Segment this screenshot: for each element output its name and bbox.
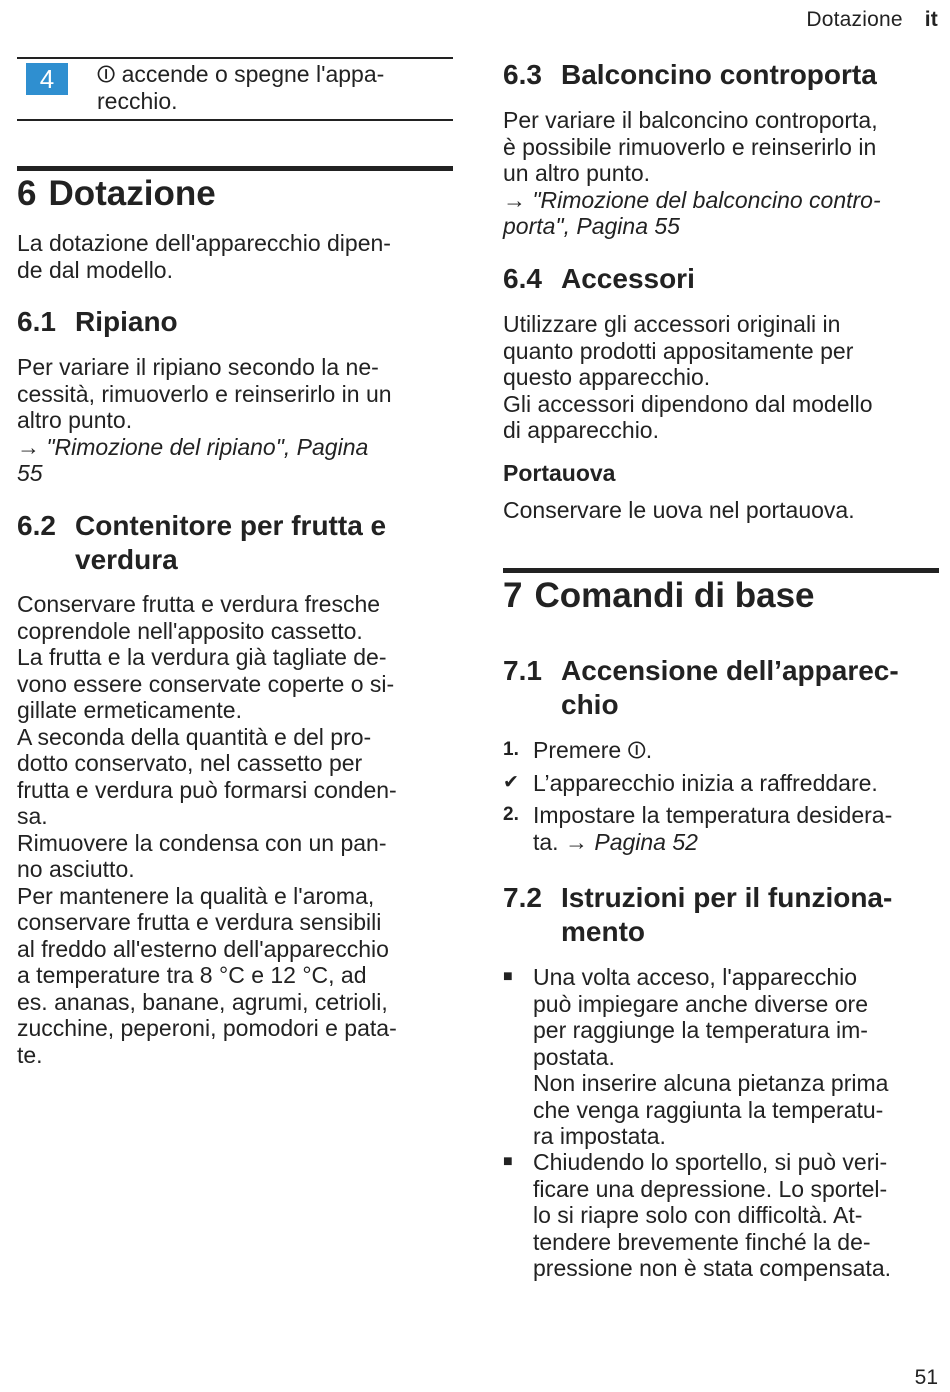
text-line: postata. [533, 1043, 615, 1070]
bullet-item-2 [503, 1149, 939, 1282]
text-line: Gli accessori dipendono dal modello [503, 390, 873, 417]
text-line: A seconda della quantità e del pro- [17, 723, 372, 750]
portauova-subheading: Portauova [503, 460, 616, 486]
key-text-line1: accende o spegne l'appa- [115, 61, 385, 87]
text-line: Per variare il ripiano secondo la ne- [17, 354, 379, 380]
step-number: 1. [503, 739, 519, 760]
text-line: può impiegare anche diverse ore [533, 990, 868, 1017]
checkmark-icon: ✔ [503, 772, 519, 793]
cross-reference-link[interactable]: porta", Pagina 55 [503, 213, 680, 239]
section-title [503, 881, 939, 949]
section-6-intro [17, 230, 453, 283]
section-7-heading [503, 576, 815, 616]
step-text-line1: Impostare la temperatura desidera- [533, 802, 893, 828]
text-line: frutta e verdura può formarsi conden- [17, 776, 397, 803]
key-text-line2: recchio. [97, 87, 178, 114]
page-number: 51 [914, 1366, 938, 1389]
section-6-1-heading [17, 305, 453, 339]
section-title-line2: mento [561, 916, 645, 947]
text-line: vono essere conservate coperte o si- [17, 670, 395, 697]
step-text-line2: ta. → [533, 828, 595, 855]
section-6-4-heading [503, 262, 939, 296]
cross-reference-link[interactable]: → "Rimozione del balconcino contro- [503, 186, 881, 213]
text-line: a temperature tra 8 °C e 12 °C, ad [17, 962, 367, 988]
section-title: Balconcino controporta [561, 59, 877, 90]
section-title-line2: chio [561, 689, 619, 720]
text-line: per raggiunge la temperatura im- [533, 1017, 868, 1043]
text-line: de dal modello. [17, 256, 173, 283]
section-title [17, 509, 453, 577]
section-6-heading [17, 174, 216, 214]
step-text [503, 802, 939, 855]
section-title: Ripiano [75, 306, 178, 337]
text-line: dotto conservato, nel cassetto per [17, 750, 363, 776]
step-text-start: Premere [533, 737, 628, 763]
text-line: lo si riapre solo con difficoltà. At- [533, 1202, 863, 1228]
text-line: di apparecchio. [503, 417, 659, 443]
section-6-2-heading [17, 509, 453, 577]
text-line: Conservare le uova nel portauova. [503, 497, 855, 523]
section-number: 7 [503, 576, 523, 615]
text-line: Chiudendo lo sportello, si può veri- [533, 1149, 888, 1175]
section-6-3-heading [503, 58, 939, 92]
bullet-text [503, 964, 939, 1150]
text-line: zucchine, peperoni, pomodori e pata- [17, 1015, 397, 1041]
section-number: 6.4 [503, 263, 542, 294]
bullet-text [503, 1149, 939, 1282]
text-line: Utilizzare gli accessori originali in [503, 311, 841, 337]
text-line: pressione non è stata compensata. [533, 1255, 892, 1281]
text-line: Una volta acceso, l'apparecchio [533, 964, 858, 990]
bullet-item-1 [503, 964, 939, 1150]
section-number: 7.1 [503, 655, 542, 686]
step-1 [503, 737, 939, 764]
key-number-badge: 4 [26, 63, 68, 95]
text-line: Rimuovere la condensa con un pan- [17, 829, 387, 856]
text-line: che venga raggiunta la temperatu- [533, 1096, 884, 1123]
key-table-row [17, 58, 453, 120]
text-line: questo apparecchio. [503, 364, 711, 390]
text-line: La frutta e la verdura già tagliate de- [17, 644, 387, 670]
section-title-line1: Istruzioni per il funziona- [561, 882, 893, 913]
section-title: Comandi di base [534, 576, 815, 615]
text-line: quanto prodotti appositamente per [503, 337, 854, 364]
text-line: al freddo all'esterno dell'apparecchio [17, 935, 389, 962]
section-6-1-body [17, 354, 453, 487]
cross-reference-link[interactable]: 55 [17, 460, 43, 486]
step-number: 2. [503, 804, 519, 825]
step-2 [503, 802, 939, 855]
text-line: gillate ermeticamente. [17, 697, 242, 723]
section-7-1-heading [503, 654, 939, 722]
text-line: no asciutto. [17, 856, 135, 882]
text-line: ficare una depressione. Lo sportel- [533, 1175, 888, 1202]
section-6-2-body [17, 591, 453, 1068]
section-title-line1: Contenitore per frutta e [75, 510, 387, 541]
text-line: tendere brevemente finché la de- [533, 1228, 871, 1255]
text-line: Per mantenere la qualità e l'aroma, [17, 882, 375, 909]
section-6-rule [17, 166, 453, 171]
bullet-icon: ■ [503, 968, 513, 985]
text-line: sa. [17, 803, 48, 829]
section-6-3-body [503, 107, 939, 240]
text-line: cessità, rimuoverlo e reinserirlo in un [17, 380, 392, 407]
section-number: 6 [17, 174, 37, 213]
table-bottom-rule [17, 119, 453, 121]
text-line: La dotazione dell'apparecchio dipen- [17, 230, 391, 256]
section-7-2-heading [503, 881, 939, 949]
running-header [806, 8, 938, 32]
power-icon: ⏼ [627, 737, 646, 763]
text-line: è possibile rimuoverlo e reinserirlo in [503, 133, 877, 160]
result-text: L’apparecchio inizia a raffreddare. [533, 770, 878, 796]
text-line: un altro punto. [503, 160, 651, 186]
section-6-4-body [503, 311, 939, 444]
section-number: 6.1 [17, 306, 56, 337]
text-line: te. [17, 1041, 43, 1068]
section-number: 7.2 [503, 882, 542, 913]
step-text-end: . [645, 737, 653, 763]
bullet-icon: ■ [503, 1153, 513, 1170]
section-title-line2: verdura [75, 544, 178, 575]
header-language: it [924, 8, 938, 31]
text-line: altro punto. [17, 407, 133, 433]
text-line: coprendole nell'apposito cassetto. [17, 617, 363, 644]
step-result [503, 770, 939, 797]
section-7-rule [503, 568, 939, 573]
cross-reference-link[interactable]: Pagina 52 [594, 828, 698, 855]
key-description [97, 61, 384, 114]
text-line: es. ananas, banane, agrumi, cetrioli, [17, 988, 388, 1015]
section-number: 6.2 [17, 510, 56, 541]
section-title: Dotazione [48, 174, 216, 213]
text-line: ra impostata. [533, 1123, 666, 1149]
portauova-text-block [503, 497, 939, 524]
section-number: 6.3 [503, 59, 542, 90]
section-title [503, 654, 939, 722]
text-line: conservare frutta e verdura sensibili [17, 909, 382, 935]
power-icon: ⏼ [97, 61, 116, 87]
step-text [503, 737, 939, 764]
text-line: Per variare il balconcino controporta, [503, 107, 878, 133]
text-line: Conservare frutta e verdura fresche [17, 591, 381, 617]
section-title-line1: Accensione dell’apparec- [561, 655, 899, 686]
cross-reference-link[interactable]: → "Rimozione del ripiano", Pagina [17, 433, 369, 460]
header-section: Dotazione [806, 8, 903, 31]
text-line: Non inserire alcuna pietanza prima [533, 1070, 889, 1096]
section-title: Accessori [561, 263, 695, 294]
